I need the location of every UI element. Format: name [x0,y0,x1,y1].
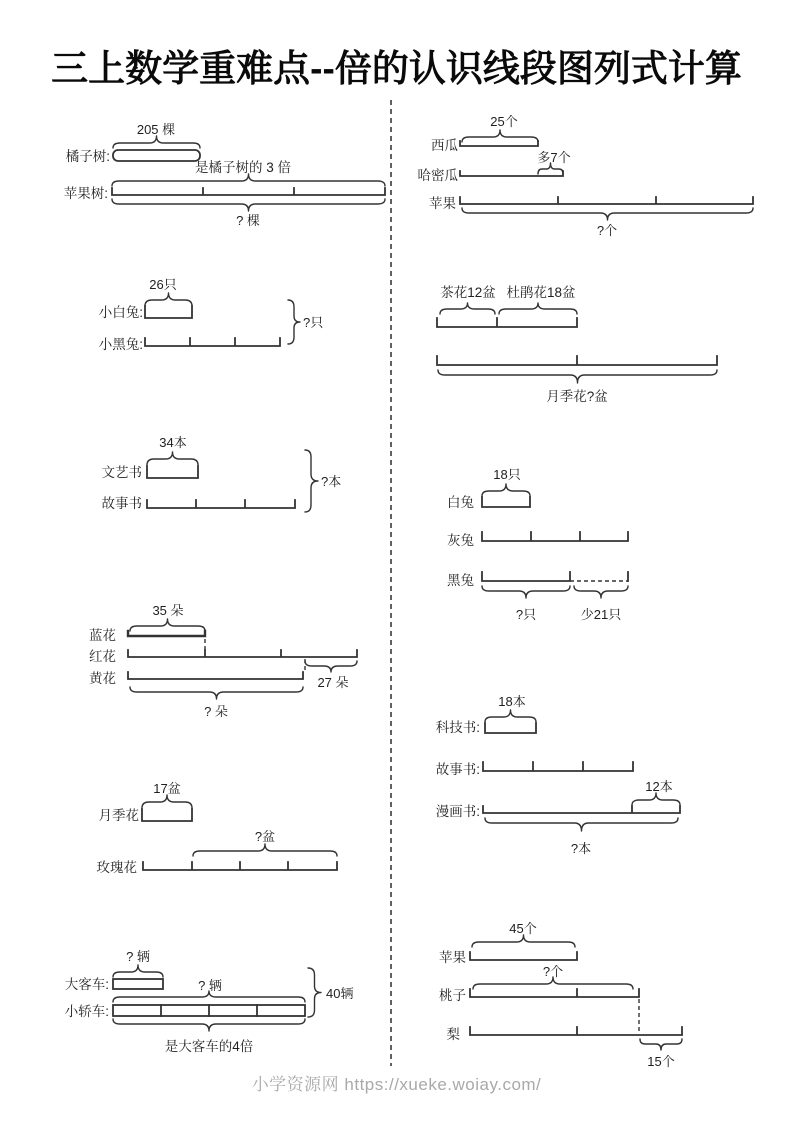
books-row1-label: 文艺书 [101,465,142,480]
grey-rabbit-bar [482,532,628,541]
trees-total-brace [112,199,385,211]
pots-label2: 杜鹃花18盆 [506,285,576,300]
art-book-bar [147,466,198,478]
problem-vehicles [65,949,354,1054]
roses-row2-label: 玫瑰花 [96,860,137,875]
rabbits2-qty-label: 18只 [493,467,521,482]
rabbits-row2-label: 小黑兔: [98,337,143,352]
red-flower-bar [128,650,357,657]
apple-bar [460,197,753,204]
flowers-row3-label: 黄花 [89,671,116,686]
rabbits2-row3-label: 黑兔 [447,573,474,588]
fruits-row1-label: 苹果 [439,950,466,965]
fruits-row3-label: 梨 [446,1027,460,1042]
flowers-qty-label: 35 朵 [152,603,184,618]
fruits-unknown-brace [473,977,633,989]
books-total-label: ?本 [321,474,342,489]
rabbits2-unknown-label: ?只 [515,607,537,622]
roses-unknown-label: ?盆 [254,829,276,844]
rabbits2-row2-label: 灰兔 [447,533,474,548]
problem-books [102,435,342,512]
problem-fruits [439,921,682,1069]
vehicles-right-brace [308,968,321,1017]
vehicles-row1-label: 大客车: [64,977,109,992]
vehicles-mid-brace [113,991,305,1002]
books2-extra-brace [632,793,680,805]
melons-row3-label: 苹果 [429,196,456,211]
fruits-extra-brace [640,1039,682,1050]
books-top-brace [147,452,198,465]
rabbits2-top-brace [482,484,530,496]
fruits-top-brace [472,935,575,947]
fruits-unknown-label: ?个 [542,964,564,979]
problem-trees [64,122,385,228]
blue-flower-bar [128,631,205,636]
rabbits-total-label: ?只 [303,315,324,330]
apple-tree-bar [112,188,385,195]
vehicles-times-label: 是大客车的4倍 [164,1039,254,1054]
trees-total-label: ? 棵 [236,213,260,228]
melons-more-label: 多7个 [537,150,571,165]
trees-top-brace [113,136,200,148]
melons-top-brace [462,130,538,142]
rose-bar [143,862,337,870]
vehicles-top-brace [113,965,163,977]
white-rabbit2-bar [482,497,530,507]
rabbits-top-brace [145,293,192,306]
comic-book-bar [483,806,680,813]
vehicles-qty2-label: ? 辆 [198,978,222,993]
peach-bar [470,989,639,997]
problem-melons [418,114,754,238]
vehicles-qty1-label: ? 辆 [126,949,150,964]
books-row2-label: 故事书 [101,496,142,511]
science-book-bar [485,723,536,733]
watermelon-bar [460,141,538,146]
trees-times-label: 是橘子树的 3 倍 [194,160,292,175]
pots-total-label: 月季花?盆 [546,389,608,404]
vehicles-row2-label: 小轿车: [64,1004,109,1019]
rabbits2-less-brace [574,586,628,598]
flowers-row2-label: 红花 [89,649,116,664]
problem-roses [97,781,338,875]
yellow-flower-bar [128,672,303,679]
flowers-total-brace [130,687,303,699]
car-bar-dividers [161,1005,257,1016]
pots-label1: 茶花12盆 [440,285,496,300]
rabbits-right-brace [288,300,300,344]
books2-row1-label: 科技书: [435,720,480,735]
fruits-extra-label: 15个 [647,1054,675,1069]
fruits-row2-label: 桃子 [439,988,466,1003]
roses-row1-label: 月季花 [98,808,139,823]
vehicles-times-brace [113,1019,305,1031]
pots-brace-1 [440,303,495,314]
trees-row1-label: 橘子树: [65,149,110,164]
problem-rabbits2 [447,467,628,622]
pots-bottom-bar [437,356,717,365]
books2-qty-label: 18本 [498,694,526,709]
story-book2-bar [483,762,633,771]
bus-bar [113,979,163,989]
apple-fruit-bar [470,952,577,960]
footer-watermark: 小学资源网 https://xueke.woiay.com/ [251,1075,542,1094]
pots-brace-2 [499,303,577,314]
page-title: 三上数学重难点--倍的认识线段图列式计算 [51,48,742,89]
flowers-row1-label: 蓝花 [89,628,116,643]
pots-total-brace [438,370,717,383]
fruits-qty-label: 45个 [509,921,537,936]
trees-qty-label: 205 棵 [136,122,176,137]
books2-top-brace [485,710,536,722]
rabbits2-row1-label: 白兔 [447,495,474,510]
problem-flowers [89,603,357,719]
books-right-brace [305,450,318,512]
roses-unknown-brace [193,844,337,856]
books2-total-label: ?本 [570,841,592,856]
books2-row2-label: 故事书: [435,762,480,777]
monthly-rose-bar [142,809,192,821]
white-rabbit-bar [145,306,192,318]
books2-row3-label: 漫画书: [435,804,480,819]
black-rabbit2-bar [482,572,570,581]
melons-total-label: ?个 [596,223,618,238]
melons-total-brace [462,208,753,220]
melons-row2-label: 哈密瓜 [417,168,458,183]
problem-rabbits [99,277,324,352]
rabbits2-less-label: 少21只 [580,607,622,622]
flowers-total-label: ? 朵 [204,704,228,719]
problem-books2 [436,694,680,856]
story-book-bar [147,500,295,508]
black-rabbit-bar [145,338,280,346]
books-qty-label: 34本 [159,435,187,450]
trees-row2-label: 苹果树: [63,186,108,201]
hami-melon-bar [460,171,563,176]
rabbits-row1-label: 小白兔: [98,305,143,320]
roses-top-brace [142,795,192,808]
rabbits2-unknown-brace [482,586,570,598]
books2-extra-label: 12本 [645,779,673,794]
trees-times-brace [112,174,385,186]
roses-qty-label: 17盆 [153,781,181,796]
flowers-extra-brace [305,661,357,672]
orange-tree-bar [113,150,200,161]
pots-top-bar [437,318,577,327]
flowers-top-brace [130,619,205,631]
melons-qty-label: 25个 [490,114,518,129]
pear-bar [470,1027,682,1035]
problem-pots [437,284,717,404]
melons-row1-label: 西瓜 [431,138,458,153]
books2-total-brace [485,818,678,831]
rabbits-qty-label: 26只 [149,277,177,292]
vehicles-total-label: 40辆 [326,986,354,1001]
flowers-extra-label: 27 朵 [317,675,349,690]
